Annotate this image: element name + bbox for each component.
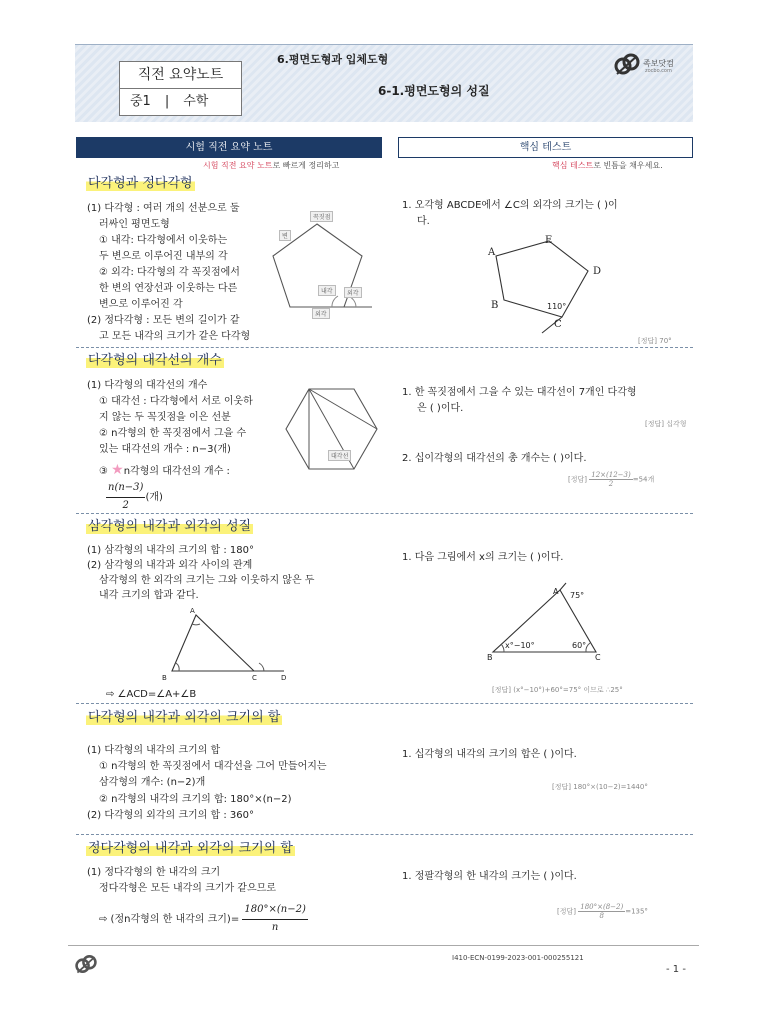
text-line: (1) 다각형 : 여러 개의 선분으로 둘 [87,203,240,214]
answer-label: [정답] [645,420,664,428]
question-text: 1. 다음 그림에서 x의 크기는 ( )이다. [402,552,564,563]
text-line: 삼각형의 개수: (n−2)개 [99,777,206,788]
answer-value: =135° [625,907,648,916]
answer-label: [정답] [568,475,587,484]
text-line: (2) 다각형의 외각의 크기의 합 : 360° [87,810,254,821]
text-line: 내각 크기의 합과 같다. [99,590,199,601]
section-heading [76,516,382,538]
text-line: (1) 다각형의 내각의 크기의 합 [87,745,221,756]
triangle-figure [166,607,296,687]
denominator: n [271,921,279,933]
text-line: 변으로 이루어진 각 [99,299,183,310]
subtitle-red: 시험 직전 요약 노트 [203,161,273,170]
label-vertex: 꼭짓점 [310,211,333,222]
text-line: 정다각형은 모든 내각의 크기가 같으므로 [99,883,276,894]
numerator: n(n−3) [106,480,145,498]
question-text: 1. 십각형의 내각의 크기의 합은 ( )이다. [402,749,577,760]
test-bar: 핵심 테스트 [398,137,693,158]
answer-value: (x°−10°)+60°=75° 이므로 ∴25° [513,686,623,694]
question-text: 2. 십이각형의 대각선의 총 개수는 ( )이다. [402,453,587,464]
hexagon-figure [284,383,380,475]
text-line: (1) 다각형의 대각선의 개수 [87,380,208,391]
fraction [578,903,625,920]
answer [557,903,648,920]
denominator: 2 [608,480,614,488]
text-line: 러싸인 평면도형 [99,219,170,230]
heading-text: 삼각형의 내각과 외각의 성질 [88,519,252,534]
vertex-label: A [488,247,496,258]
formula [99,902,308,936]
text-line: 한 변의 연장선과 이웃하는 다른 [99,283,238,294]
page-number: - 1 - [666,964,686,975]
text-line: 있는 대각선의 개수 : n−3(개) [99,444,231,455]
vertex-label: B [491,300,499,311]
answer-value: =54개 [632,475,655,484]
text-line: (1) 삼각형의 내각의 크기의 합 : 180° [87,545,254,556]
question-text: 은 ( )이다. [417,403,464,414]
text-line: ② n각형의 한 꼭짓점에서 그을 수 [99,428,247,439]
separator: | [164,94,170,109]
label-interior: 내각 [318,285,336,296]
heading-text: 정다각형의 내각과 외각의 크기의 합 [88,841,293,856]
text-line: 삼각형의 한 외각의 크기는 그와 이웃하지 않은 두 [99,575,315,586]
vertex-label: B [162,674,167,682]
section-heading [76,838,382,860]
text-line: (1) 정다각형의 한 내각의 크기 [87,867,221,878]
chapter-title: 6.평면도형과 입체도형 [277,53,389,66]
label-exterior: 외각 [312,308,330,319]
star-icon: ★ [111,462,124,478]
section-heading [76,350,382,372]
summary-subtitle [203,160,339,171]
label-side: 변 [279,230,291,241]
text-line: ② 외각: 다각형의 각 꼭짓점에서 [99,267,240,278]
logo-url: zocbo.com [645,68,672,74]
question-text: 1. 정팔각형의 한 내각의 크기는 ( )이다. [402,871,577,882]
section-divider [76,703,693,704]
angle-label: 60° [572,641,587,650]
section-title: 6-1.평면도형의 성질 [378,84,490,98]
answer [552,782,648,792]
answer-label: [정답] [552,783,571,791]
footer-logo-icon [74,952,98,976]
grade-subject [119,88,242,116]
answer-label: [정답] [638,337,657,345]
section-heading [76,707,382,729]
vertex-label: C [554,319,562,330]
vertex-label: A [553,587,559,596]
numerator: 180°×(8−2) [580,903,624,911]
answer-value: 180°×(10−2)=1440° [573,783,648,791]
section-divider [76,834,693,835]
heading-text: 다각형의 내각과 외각의 크기의 합 [88,710,281,725]
section-heading [76,173,382,195]
section-divider [76,513,693,514]
vertex-label: E [545,235,553,246]
angle-label: 75° [570,591,585,600]
document-code: I410-ECN-0199-2023-001-000255121 [452,954,584,962]
answer [645,419,687,429]
heading-text: 다각형과 정다각형 [88,176,193,191]
subtitle-rest: 로 빠르게 정리하고 [272,161,340,170]
fraction [242,902,307,936]
subject: 수학 [183,94,209,109]
fraction [106,480,145,514]
answer [492,685,623,695]
list-marker: ③ [99,466,112,477]
label-diagonal: 대각선 [328,450,351,461]
vertex-label: B [487,653,493,662]
numerator: 12×(12−3) [591,471,631,479]
note-title: 직전 요약노트 [119,61,242,89]
answer-value: 십각형 [666,420,687,428]
answer [568,471,654,488]
logo-icon [613,50,641,78]
section-divider [76,347,693,348]
vertex-label: A [190,607,195,615]
footer-divider [68,945,699,946]
text-line: (2) 정다각형 : 모든 변의 길이가 같 [87,315,240,326]
question-text: 1. 한 꼭짓점에서 그을 수 있는 대각선이 7개인 다각형 [402,387,637,398]
angle-label: x°−10° [505,641,535,650]
label-exterior: 외각 [344,287,362,298]
text-line: ① n각형의 한 꼭짓점에서 대각선을 그어 만들어지는 [99,761,327,772]
text-line: 지 않는 두 꼭짓점을 이은 선분 [99,412,231,423]
grade: 중1 [130,94,151,109]
vertex-label: C [252,674,257,682]
question-text: 1. 오각형 ABCDE에서 ∠C의 외각의 크기는 ( )이 [402,200,618,211]
text-line: 두 변으로 이루어진 내부의 각 [99,251,228,262]
formula-text: ⇨ (정n각형의 한 내각의 크기)= [99,914,240,926]
text-line: ⇨ ∠ACD=∠A+∠B [106,689,197,700]
text-line: ② n각형의 내각의 크기의 합: 180°×(n−2) [99,794,292,805]
denominator: 2 [122,499,129,511]
denominator: 8 [599,912,604,920]
test-subtitle [552,160,663,171]
logo-name: 족보닷컴 [643,59,674,68]
text-line: ① 내각: 다각형에서 이웃하는 [99,235,228,246]
fraction [589,471,632,488]
answer-value: 70° [659,337,672,345]
summary-bar: 시험 직전 요약 노트 [76,137,382,158]
angle-label: 110° [547,302,567,311]
heading-text: 다각형의 대각선의 개수 [88,353,222,368]
vertex-label: C [595,653,601,662]
numerator: 180°×(n−2) [242,902,307,920]
text-line: (2) 삼각형의 내각과 외각 사이의 관계 [87,560,253,571]
formula [106,480,163,514]
text-line: 고 모든 내각의 크기가 같은 다각형 [99,331,251,342]
pentagon-question-figure [482,228,602,338]
answer-label: [정답] [557,907,576,916]
unit: (개) [145,492,163,504]
logo [613,50,693,80]
subtitle-red: 핵심 테스트 [552,161,594,170]
text-line: ① 대각선 : 다각형에서 서로 이웃하 [99,396,253,407]
text-line [99,462,230,481]
subtitle-rest: 로 빈틈을 채우세요. [593,161,663,170]
vertex-label: D [593,266,602,277]
list-text: n각형의 대각선의 개수 : [123,466,230,477]
vertex-label: D [281,674,287,682]
question-text: 다. [417,216,430,227]
answer [638,336,672,346]
answer-label: [정답] [492,686,511,694]
